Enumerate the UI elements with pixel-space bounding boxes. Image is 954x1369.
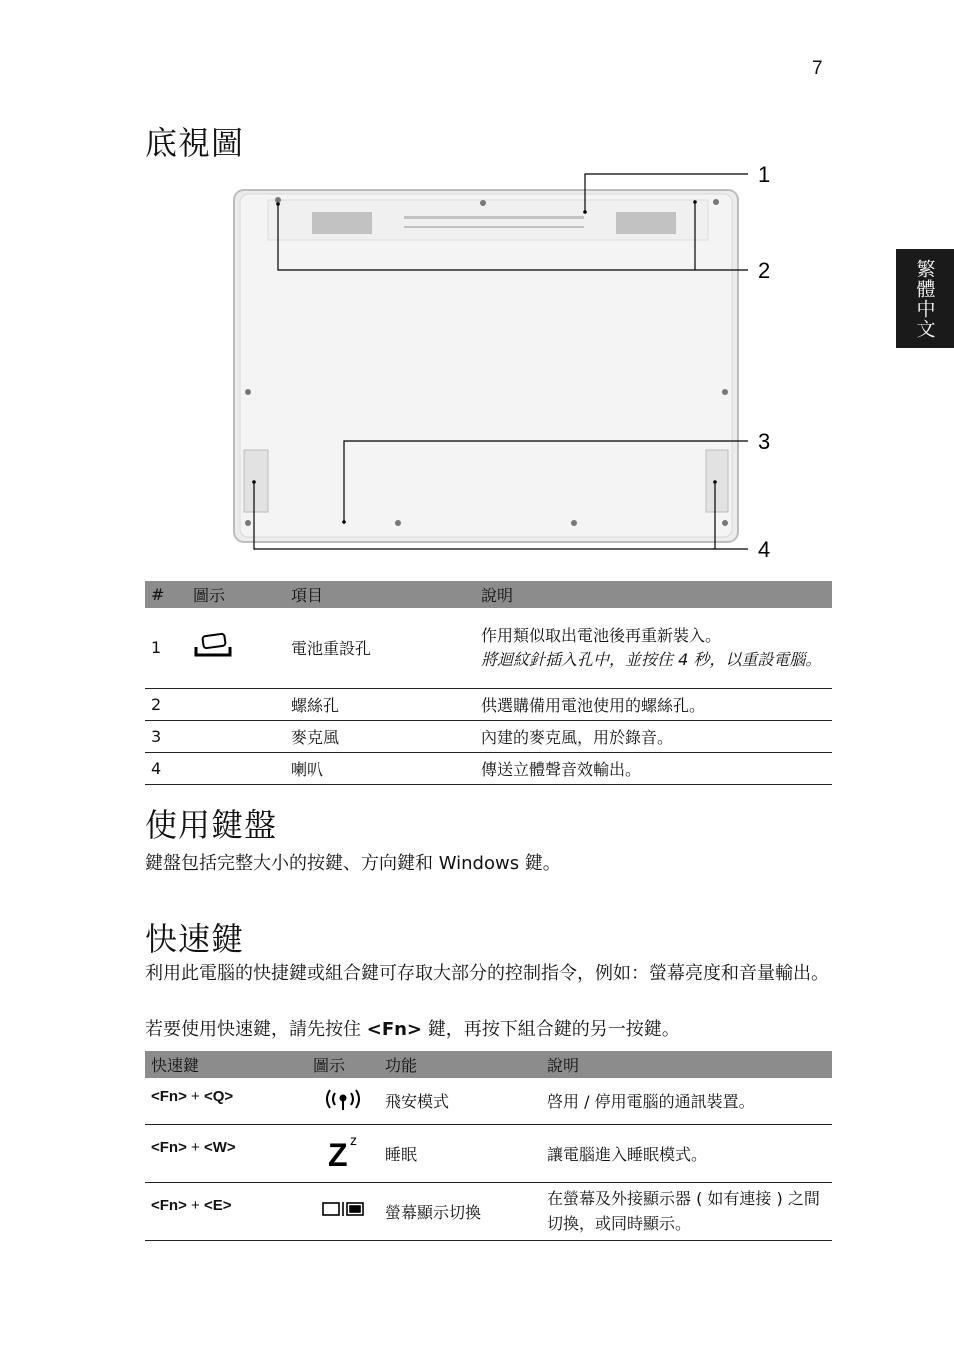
col-header-icon: 圖示 [307, 1051, 379, 1078]
row-num: 4 [145, 752, 187, 784]
hotkey-function: 睡眠 [379, 1124, 541, 1182]
sleep-icon [307, 1124, 379, 1182]
table-row [145, 720, 832, 752]
row-item: 電池重設孔 [285, 608, 475, 688]
language-tab-label: 繁體中文 [913, 258, 936, 339]
row-item: 喇叭 [285, 752, 475, 784]
hotkey-combo: <Fn> + <Q> [145, 1078, 307, 1124]
keyboard-intro: 鍵盤包括完整大小的按鍵、方向鍵和 Windows 鍵。 [145, 853, 561, 874]
hotkey-combo: <Fn> + <W> [145, 1124, 307, 1182]
row-num: 3 [145, 720, 187, 752]
col-header-hotkey: 快速鍵 [145, 1051, 307, 1078]
language-tab [896, 249, 954, 348]
row-desc: 供選購備用電池使用的螺絲孔。 [475, 688, 832, 720]
table-row [145, 752, 832, 784]
table-row [145, 1182, 832, 1240]
table-row [145, 608, 832, 688]
hotkey-desc: 啓用 / 停用電腦的通訊裝置。 [541, 1078, 832, 1124]
battery-reset-icon [187, 608, 285, 688]
row-num: 2 [145, 688, 187, 720]
table-header-row [145, 1051, 832, 1078]
row-num: 1 [145, 608, 187, 688]
callout-2: 2 [758, 258, 771, 283]
bottom-view-table [145, 581, 832, 785]
svg-text:Z: Z [328, 1137, 348, 1169]
callout-4: 4 [758, 537, 771, 560]
row-desc: 傳送立體聲音效輸出。 [475, 752, 832, 784]
laptop-bottom-diagram [228, 160, 788, 560]
col-header-icon: 圖示 [187, 581, 285, 608]
col-header-num: # [145, 581, 187, 608]
table-row [145, 1078, 832, 1124]
para2-prefix: 若要使用快速鍵，請先按住 [145, 1019, 367, 1040]
table-row [145, 1124, 832, 1182]
col-header-item: 項目 [285, 581, 475, 608]
row-item: 螺絲孔 [285, 688, 475, 720]
col-header-desc: 說明 [475, 581, 832, 608]
svg-text:z: z [350, 1133, 357, 1148]
wireless-icon [307, 1078, 379, 1124]
row-desc-note: 將迴紋針插入孔中，並按住 4 秒，以重設電腦。 [481, 649, 822, 669]
row-desc: 內建的麥克風，用於錄音。 [475, 720, 832, 752]
hotkeys-paragraph-1: 利用此電腦的快捷鍵或組合鍵可存取大部分的控制指令，例如：螢幕亮度和音量輸出。 [145, 963, 829, 984]
page-number: 7 [812, 58, 823, 79]
hotkey-combo: <Fn> + <E> [145, 1182, 307, 1240]
para2-key: <Fn> [366, 1019, 423, 1040]
bottom-view-title: 底視圖 [145, 124, 245, 162]
table-row [145, 688, 832, 720]
para2-suffix: 鍵，再按下組合鍵的另一按鍵。 [422, 1019, 680, 1040]
display-toggle-icon [307, 1182, 379, 1240]
hotkeys-table [145, 1051, 832, 1241]
col-header-function: 功能 [379, 1051, 541, 1078]
callout-1: 1 [758, 162, 771, 187]
row-desc: 作用類似取出電池後再重新裝入。 [481, 625, 722, 645]
table-header-row [145, 581, 832, 608]
hotkey-desc: 在螢幕及外接顯示器 ( 如有連接 ) 之間切換，或同時顯示。 [541, 1182, 832, 1240]
callout-3: 3 [758, 429, 771, 454]
hotkeys-paragraph-2 [145, 1016, 835, 1043]
keyboard-title: 使用鍵盤 [145, 806, 278, 844]
row-item: 麥克風 [285, 720, 475, 752]
hotkey-function: 螢幕顯示切換 [379, 1182, 541, 1240]
hotkey-desc: 讓電腦進入睡眠模式。 [541, 1124, 832, 1182]
hotkey-function: 飛安模式 [379, 1078, 541, 1124]
col-header-desc: 說明 [541, 1051, 832, 1078]
hotkeys-title: 快速鍵 [145, 920, 245, 958]
